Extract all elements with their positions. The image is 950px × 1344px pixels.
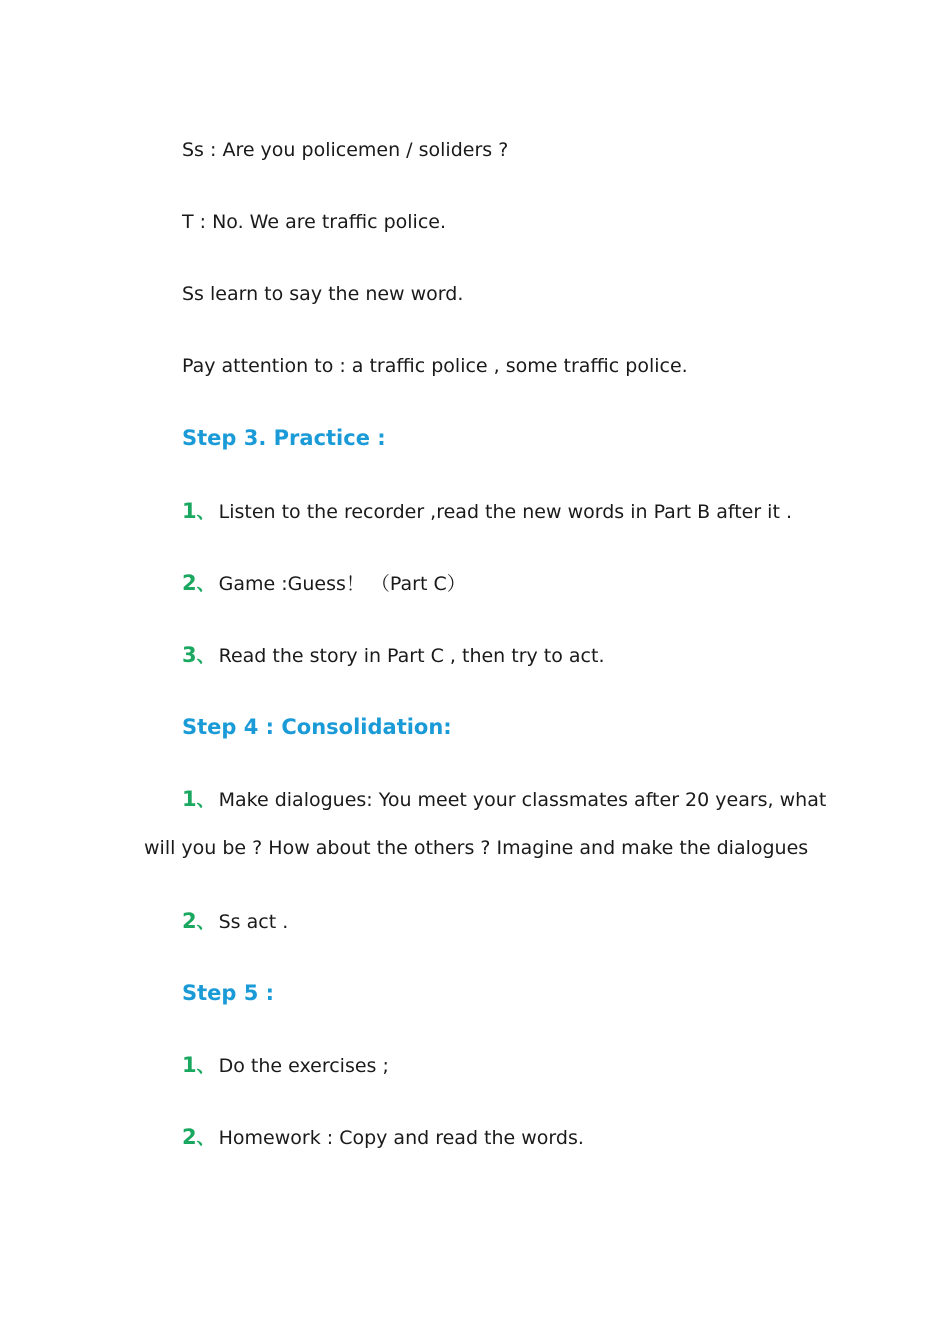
step4-heading: Step 4 : Consolidation:	[182, 715, 452, 739]
item-text: Game :Guess！ （Part C）	[218, 573, 466, 595]
step5-item-2	[182, 1124, 584, 1152]
item-separator: 、	[196, 574, 215, 595]
step5-heading: Step 5 :	[182, 981, 275, 1005]
step3-heading: Step 3. Practice :	[182, 426, 386, 450]
step4-item-1	[182, 786, 826, 814]
item-text: Do the exercises ;	[218, 1055, 389, 1077]
item-separator: 、	[196, 790, 215, 811]
dialogue-line-teacher: T : No. We are traffic police.	[182, 211, 447, 233]
item-number: 2	[182, 571, 197, 595]
item-number: 1	[182, 499, 197, 523]
step4-item-2	[182, 908, 288, 936]
instruction-line: Ss learn to say the new word.	[182, 283, 464, 305]
item-number: 1	[182, 1053, 197, 1077]
item-number: 2	[182, 1125, 197, 1149]
step3-item-1	[182, 498, 792, 526]
step5-item-1	[182, 1052, 389, 1080]
item-text: Ss act .	[218, 911, 289, 933]
item-separator: 、	[196, 502, 215, 523]
item-number: 2	[182, 909, 197, 933]
step4-item-1-continuation: will you be ? How about the others ? Imagine and make the dialogues	[144, 837, 809, 859]
item-separator: 、	[196, 1056, 215, 1077]
item-number: 3	[182, 643, 197, 667]
item-number: 1	[182, 787, 197, 811]
item-separator: 、	[196, 646, 215, 667]
item-text: Read the story in Part C , then try to act.	[218, 645, 605, 667]
attention-line: Pay attention to : a traffic police , some traffic police.	[182, 355, 688, 377]
step3-item-2	[182, 570, 466, 598]
dialogue-line-students: Ss : Are you policemen / soliders ?	[182, 139, 509, 161]
item-separator: 、	[196, 912, 215, 933]
item-text: Homework : Copy and read the words.	[218, 1127, 584, 1149]
item-text: Make dialogues: You meet your classmates after 20 years, what	[218, 789, 827, 811]
item-text: Listen to the recorder ,read the new words in Part B after it .	[218, 501, 792, 523]
step3-item-3	[182, 642, 605, 670]
item-separator: 、	[196, 1128, 215, 1149]
